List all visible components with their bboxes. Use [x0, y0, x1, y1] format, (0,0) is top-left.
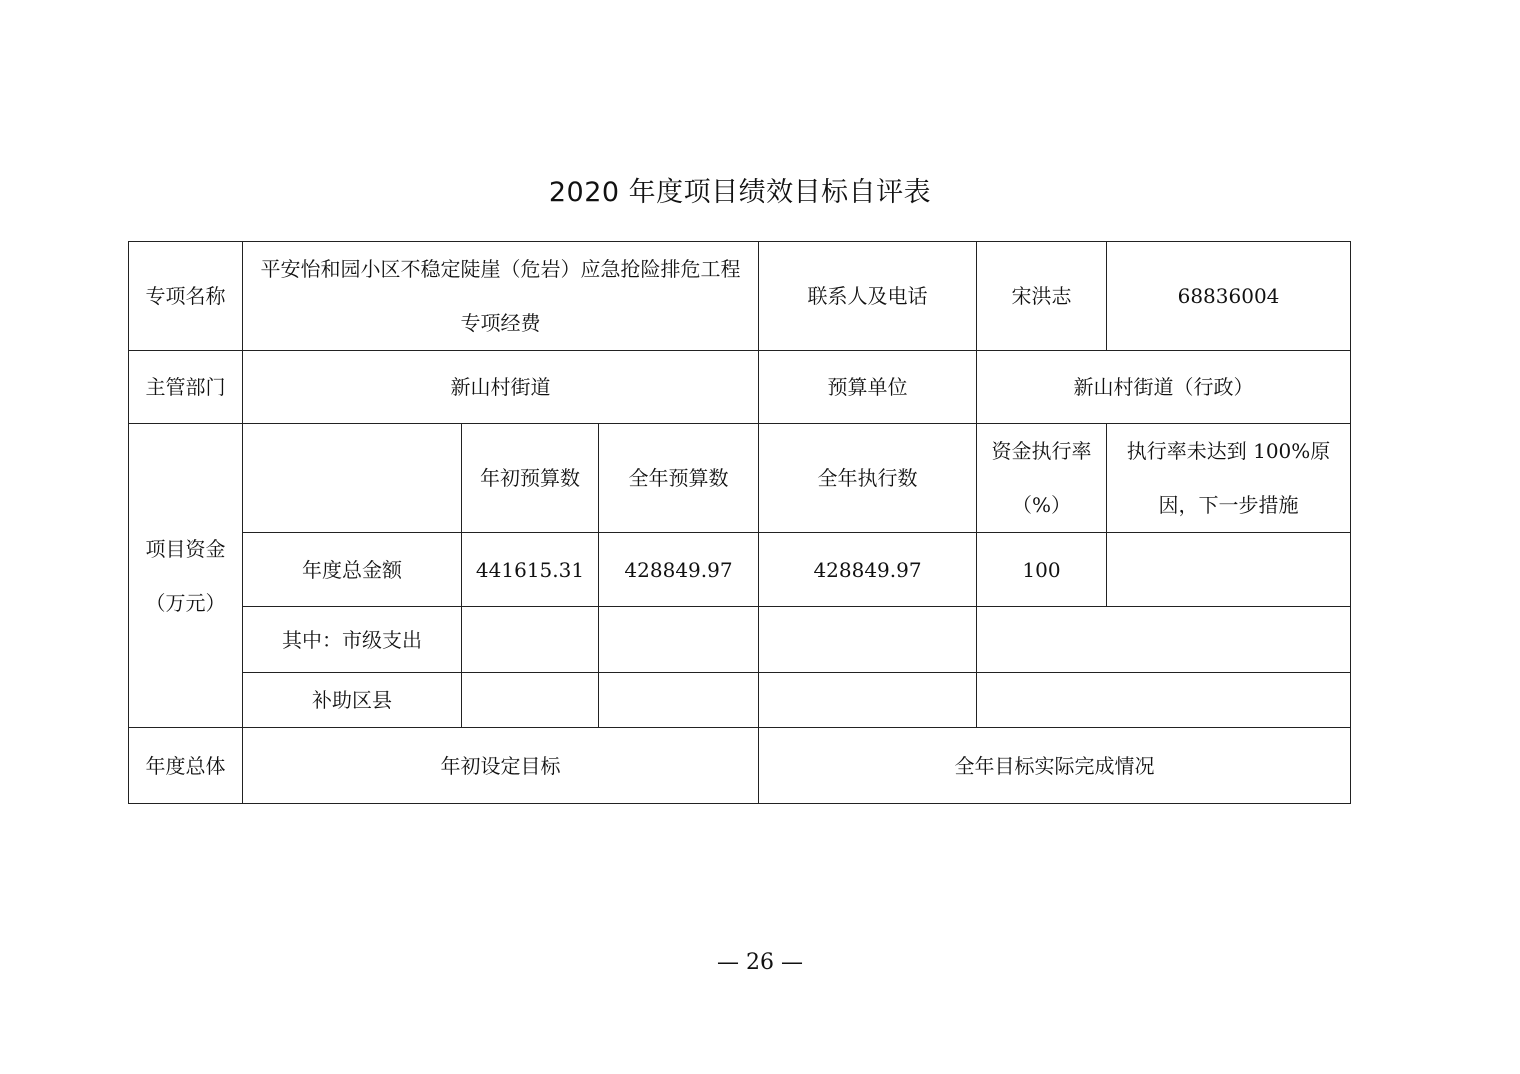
- project-name-value: 平安怡和园小区不稳定陡崖（危岩）应急抢险排危工程专项经费: [243, 242, 759, 351]
- contact-phone: 68836004: [1107, 242, 1351, 351]
- header-execution-rate: 资金执行率（%）: [977, 424, 1107, 533]
- initial-target-label: 年初设定目标: [243, 728, 759, 804]
- header-annual-execution: 全年执行数: [759, 424, 977, 533]
- header-reason: 执行率未达到 100%原因，下一步措施: [1107, 424, 1351, 533]
- performance-form-table: [128, 241, 1351, 804]
- department-label: 主管部门: [129, 351, 243, 424]
- initial-budget-cell: 441615.31: [462, 533, 599, 607]
- header-initial-budget: 年初预算数: [462, 424, 599, 533]
- page-number: — 26 —: [717, 950, 803, 975]
- annual-budget-cell: 428849.97: [599, 533, 759, 607]
- department-row: [129, 351, 1351, 424]
- annual-execution-cell: [759, 607, 977, 673]
- annual-budget-cell: [599, 673, 759, 728]
- reason-cell: [1107, 533, 1351, 607]
- document-title: 2020 年度项目绩效目标自评表: [548, 177, 932, 208]
- budget-unit-value: 新山村街道（行政）: [977, 351, 1351, 424]
- funds-label: 项目资金（万元）: [129, 424, 243, 728]
- row-label: 年度总金额: [243, 533, 462, 607]
- execution-rate-cell: [977, 673, 1351, 728]
- annual-execution-cell: [759, 673, 977, 728]
- execution-rate-cell: 100: [977, 533, 1107, 607]
- execution-rate-cell: [977, 607, 1351, 673]
- initial-budget-cell: [462, 673, 599, 728]
- annual-execution-cell: 428849.97: [759, 533, 977, 607]
- funds-header-blank: [243, 424, 462, 533]
- row-label: 其中：市级支出: [243, 607, 462, 673]
- header-annual-budget: 全年预算数: [599, 424, 759, 533]
- project-name-row: [129, 242, 1351, 351]
- funds-header-row: [129, 424, 1351, 533]
- contact-name: 宋洪志: [977, 242, 1107, 351]
- initial-budget-cell: [462, 607, 599, 673]
- project-name-label: 专项名称: [129, 242, 243, 351]
- actual-completion-label: 全年目标实际完成情况: [759, 728, 1351, 804]
- department-value: 新山村街道: [243, 351, 759, 424]
- contact-label: 联系人及电话: [759, 242, 977, 351]
- row-label: 补助区县: [243, 673, 462, 728]
- overall-target-row: [129, 728, 1351, 804]
- budget-unit-label: 预算单位: [759, 351, 977, 424]
- table-row: [129, 533, 1351, 607]
- overall-label: 年度总体: [129, 728, 243, 804]
- annual-budget-cell: [599, 607, 759, 673]
- table-row: [129, 673, 1351, 728]
- table-row: [129, 607, 1351, 673]
